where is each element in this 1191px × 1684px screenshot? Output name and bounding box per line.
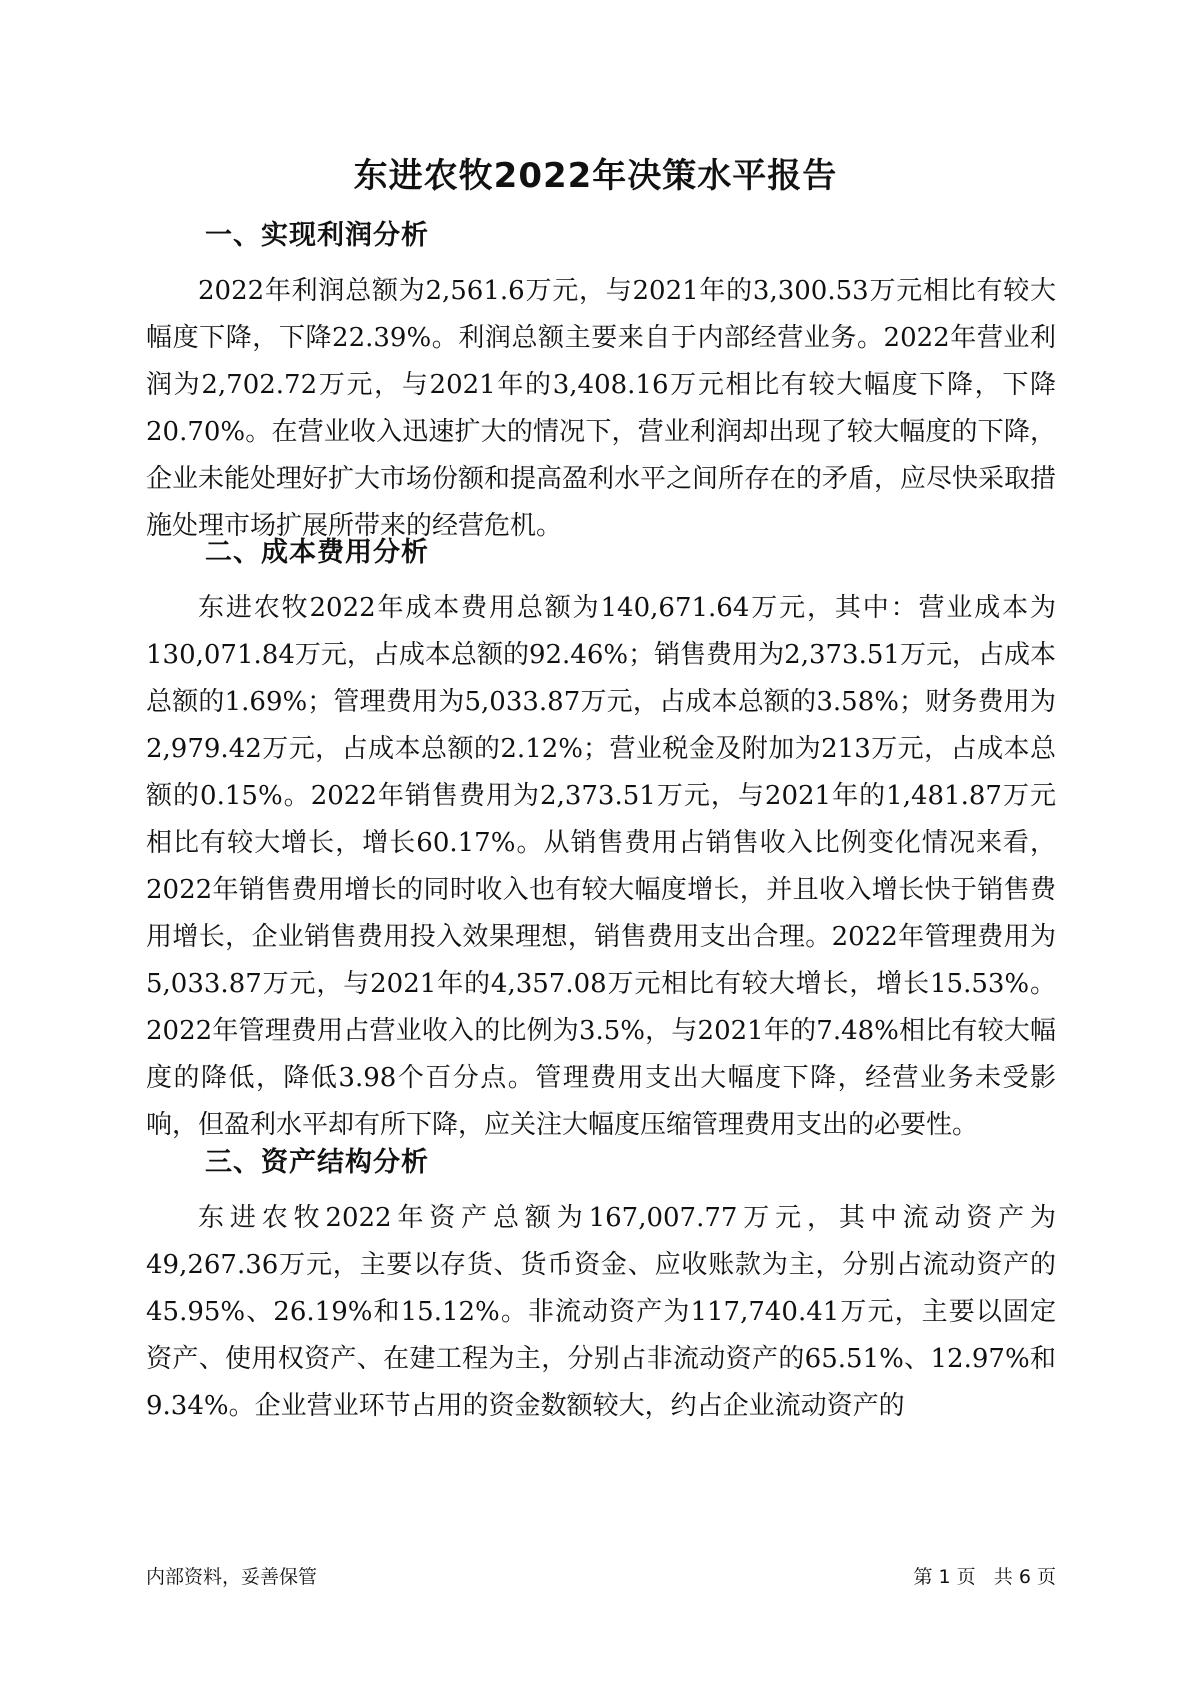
section-heading-profit: 一、实现利润分析: [205, 220, 429, 251]
section-paragraph-cost: 东进农牧2022年成本费用总额为140,671.64万元，其中：营业成本为130,071.84万元，占成本总额的92.46%；销售费用为2,373.51万元，占成本总额的1.69%；管理费用为5,033.87万元，占成本总额的3.58%；财务费用为2,979.42万元，占成本总额的2.12%；营业税金及附加为213万元，占成本总额的0.15%。2022年销售费用为2,373.51万元，与2021年的1,481.87万元相比有较大增长，增长60.17%。从销售费用占销售收入比例变化情况来看，2022年销售费用增长的同时收入也有较大幅度增长，并且收入增长快于销售费用增长，企业销售费用投入效果理想，销售费用支出合理。2022年管理费用为5,033.87万元，与2021年的4,357.08万元相比有较大增长，增长15.53%。2022年管理费用占营业收入的比例为3.5%，与2021年的7.48%相比有较大幅度的降低，降低3.98个百分点。管理费用支出大幅度下降，经营业务未受影响，但盈利水平却有所下降，应关注大幅度压缩管理费用支出的必要性。: [146, 593, 1056, 1140]
page-prefix: 第: [913, 1566, 933, 1588]
section-heading-assets: 三、资产结构分析: [205, 1147, 429, 1178]
section-paragraph-assets: 东进农牧2022年资产总额为167,007.77万元，其中流动资产为49,267.36万元，主要以存货、货币资金、应收账款为主，分别占流动资产的45.95%、26.19%和15.12%。非流动资产为117,740.41万元，主要以固定资产、使用权资产、在建工程为主，分别占非流动资产的65.51%、12.97%和9.34%。企业营业环节占用的资金数额较大，约占企业流动资产的: [146, 1203, 1056, 1421]
footer-page-number: [913, 1562, 1056, 1589]
footer-confidential-note: 内部资料，妥善保管: [146, 1566, 318, 1588]
page-current: 1: [938, 1566, 951, 1588]
page-suffix: 页: [1036, 1566, 1056, 1588]
section-paragraph-profit: 2022年利润总额为2,561.6万元，与2021年的3,300.53万元相比有较大幅度下降，下降22.39%。利润总额主要来自于内部经营业务。2022年营业利润为2,702.72万元，与2021年的3,408.16万元相比有较大幅度下降，下降20.70%。在营业收入迅速扩大的情况下，营业利润却出现了较大幅度的下降，企业未能处理好扩大市场份额和提高盈利水平之间所存在的矛盾，应尽快采取措施处理市场扩展所带来的经营危机。: [146, 276, 1057, 541]
page-total: 6: [1018, 1566, 1031, 1588]
document-title: 东进农牧2022年决策水平报告: [353, 156, 838, 196]
section-heading-cost: 二、成本费用分析: [205, 537, 429, 568]
page-mid: 页 共: [956, 1566, 1013, 1588]
